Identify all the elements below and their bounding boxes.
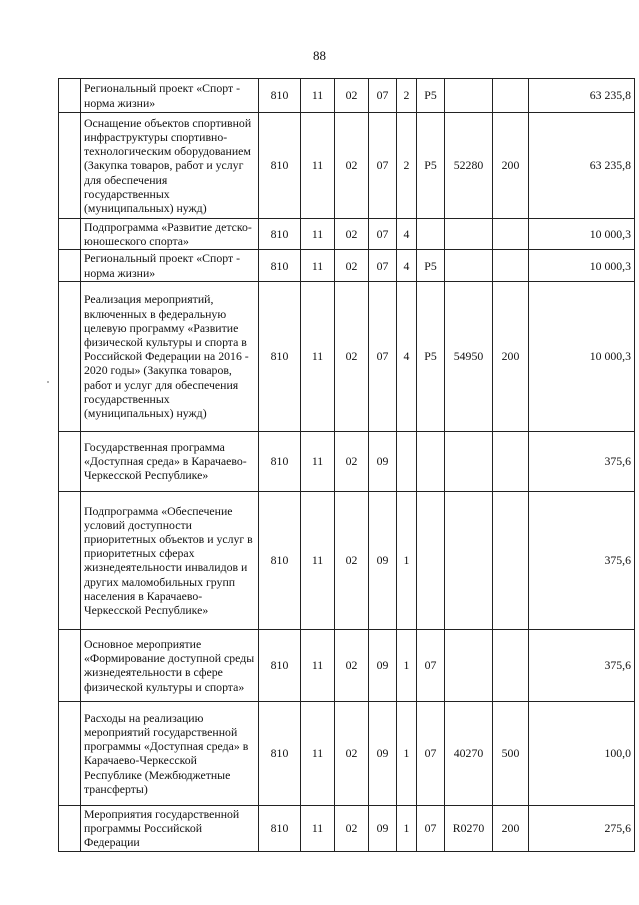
row-name: Расходы на реализацию мероприятий государственной программы «Доступная среда» в Карачаево-Черкесской Республике (Межбюджетные трансферты) (81, 701, 259, 805)
empty-cell (59, 491, 81, 629)
section-code: 11 (301, 805, 335, 851)
program-code: 07 (369, 250, 397, 281)
row-amount: 63 235,8 (529, 79, 635, 113)
subsection-code: 02 (335, 219, 369, 250)
subsection-code: 02 (335, 805, 369, 851)
subprogram-code: 4 (397, 281, 417, 431)
empty-cell (59, 79, 81, 113)
expense-type-code: 200 (493, 281, 529, 431)
subprogram-code: 1 (397, 805, 417, 851)
table-row (59, 805, 635, 851)
direction-code (445, 250, 493, 281)
row-name: Подпрограмма «Развитие детско-юношеского спорта» (81, 219, 259, 250)
subprogram-code: 1 (397, 629, 417, 701)
row-name: Региональный проект «Спорт - норма жизни» (81, 79, 259, 113)
row-amount: 375,6 (529, 629, 635, 701)
direction-code (445, 491, 493, 629)
section-code: 11 (301, 701, 335, 805)
row-name: Основное мероприятие «Формирование доступной среды жизнедеятельности в сфере физической культуры и спорта» (81, 629, 259, 701)
admin-code: 810 (259, 219, 301, 250)
subprogram-code: 4 (397, 219, 417, 250)
budget-table (58, 78, 635, 852)
admin-code: 810 (259, 79, 301, 113)
section-code: 11 (301, 219, 335, 250)
direction-code (445, 79, 493, 113)
scan-speck (47, 381, 49, 383)
table-row (59, 113, 635, 219)
program-code: 09 (369, 701, 397, 805)
subsection-code: 02 (335, 250, 369, 281)
section-code: 11 (301, 491, 335, 629)
row-name: Мероприятия государственной программы Российской Федерации (81, 805, 259, 851)
row-amount: 10 000,3 (529, 219, 635, 250)
admin-code: 810 (259, 113, 301, 219)
row-amount: 375,6 (529, 491, 635, 629)
admin-code: 810 (259, 431, 301, 491)
expense-type-code: 500 (493, 701, 529, 805)
section-code: 11 (301, 431, 335, 491)
empty-cell (59, 629, 81, 701)
row-amount: 10 000,3 (529, 250, 635, 281)
admin-code: 810 (259, 281, 301, 431)
row-name: Реализация мероприятий, включенных в федеральную целевую программу «Развитие физической культуры и спорта в Российской Федерации на 2016 - 2020 годы» (Закупка товаров, работ и услуг для обеспечения государственных (муниципальных) нужд) (81, 281, 259, 431)
admin-code: 810 (259, 701, 301, 805)
empty-cell (59, 219, 81, 250)
table-row (59, 219, 635, 250)
direction-code (445, 629, 493, 701)
event-code: P5 (417, 281, 445, 431)
event-code: P5 (417, 250, 445, 281)
empty-cell (59, 113, 81, 219)
empty-cell (59, 701, 81, 805)
table-row (59, 491, 635, 629)
row-amount: 63 235,8 (529, 113, 635, 219)
row-name: Региональный проект «Спорт - норма жизни» (81, 250, 259, 281)
subsection-code: 02 (335, 281, 369, 431)
event-code: 07 (417, 629, 445, 701)
expense-type-code (493, 629, 529, 701)
row-name: Подпрограмма «Обеспечение условий доступности приоритетных объектов и услуг в приоритетных сферах жизнедеятельности инвалидов и других маломобильных групп населения в Карачаево-Черкесской Республике» (81, 491, 259, 629)
subprogram-code: 2 (397, 79, 417, 113)
event-code: 07 (417, 805, 445, 851)
subsection-code: 02 (335, 431, 369, 491)
event-code: P5 (417, 79, 445, 113)
table-row (59, 701, 635, 805)
expense-type-code (493, 219, 529, 250)
table-body (59, 79, 635, 852)
table-row (59, 281, 635, 431)
subsection-code: 02 (335, 79, 369, 113)
event-code: 07 (417, 701, 445, 805)
expense-type-code: 200 (493, 805, 529, 851)
direction-code (445, 219, 493, 250)
subprogram-code: 1 (397, 701, 417, 805)
subprogram-code: 4 (397, 250, 417, 281)
direction-code: 54950 (445, 281, 493, 431)
row-amount: 375,6 (529, 431, 635, 491)
direction-code: 40270 (445, 701, 493, 805)
table-row (59, 79, 635, 113)
empty-cell (59, 805, 81, 851)
admin-code: 810 (259, 250, 301, 281)
direction-code: 52280 (445, 113, 493, 219)
program-code: 07 (369, 79, 397, 113)
section-code: 11 (301, 250, 335, 281)
expense-type-code (493, 431, 529, 491)
subsection-code: 02 (335, 113, 369, 219)
empty-cell (59, 431, 81, 491)
program-code: 07 (369, 219, 397, 250)
admin-code: 810 (259, 629, 301, 701)
table-row (59, 431, 635, 491)
empty-cell (59, 250, 81, 281)
empty-cell (59, 281, 81, 431)
subsection-code: 02 (335, 701, 369, 805)
subprogram-code: 1 (397, 491, 417, 629)
subprogram-code: 2 (397, 113, 417, 219)
section-code: 11 (301, 281, 335, 431)
program-code: 07 (369, 281, 397, 431)
section-code: 11 (301, 113, 335, 219)
expense-type-code (493, 79, 529, 113)
program-code: 09 (369, 431, 397, 491)
subprogram-code (397, 431, 417, 491)
section-code: 11 (301, 79, 335, 113)
expense-type-code: 200 (493, 113, 529, 219)
event-code: P5 (417, 113, 445, 219)
direction-code (445, 431, 493, 491)
row-amount: 10 000,3 (529, 281, 635, 431)
event-code (417, 491, 445, 629)
program-code: 07 (369, 113, 397, 219)
row-name: Государственная программа «Доступная среда» в Карачаево-Черкесской Республике» (81, 431, 259, 491)
expense-type-code (493, 491, 529, 629)
admin-code: 810 (259, 805, 301, 851)
program-code: 09 (369, 491, 397, 629)
section-code: 11 (301, 629, 335, 701)
table-row (59, 250, 635, 281)
row-name: Оснащение объектов спортивной инфраструктуры спортивно-технологическим оборудованием (Закупка товаров, работ и услуг для обеспечения государственных (муниципальных) нужд) (81, 113, 259, 219)
program-code: 09 (369, 629, 397, 701)
subsection-code: 02 (335, 629, 369, 701)
direction-code: R0270 (445, 805, 493, 851)
program-code: 09 (369, 805, 397, 851)
subsection-code: 02 (335, 491, 369, 629)
row-amount: 100,0 (529, 701, 635, 805)
admin-code: 810 (259, 491, 301, 629)
table-row (59, 629, 635, 701)
expense-type-code (493, 250, 529, 281)
row-amount: 275,6 (529, 805, 635, 851)
event-code (417, 431, 445, 491)
event-code (417, 219, 445, 250)
page-number: 88 (313, 48, 326, 63)
